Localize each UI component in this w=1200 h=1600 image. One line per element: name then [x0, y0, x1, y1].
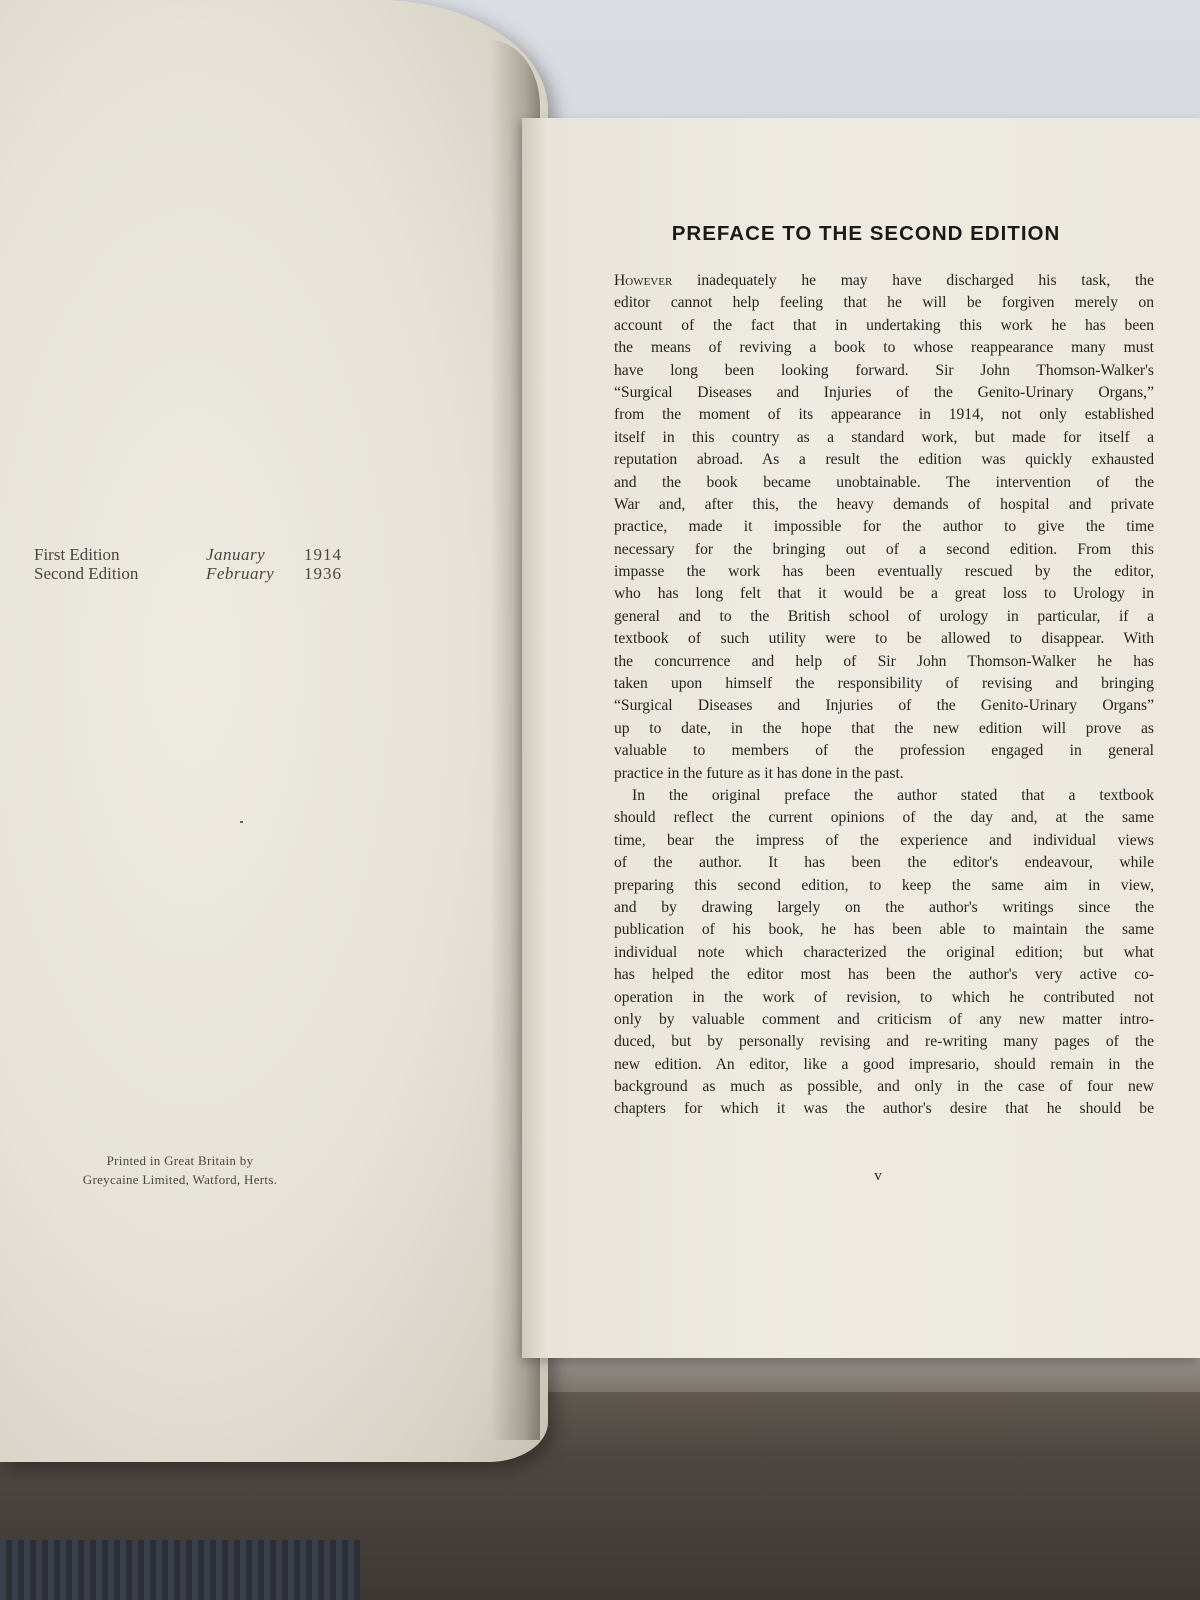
edition-year: 1936 — [304, 564, 342, 583]
text-line: individual note which characterized the original edition; but what — [614, 943, 1154, 961]
text-line: reputation abroad. As a result the edition was quickly exhausted — [614, 451, 1154, 469]
printer-line: Greycaine Limited, Watford, Herts. — [82, 1172, 278, 1187]
text-line: time, bear the impress of the experience and individual views — [614, 831, 1154, 849]
text-line: the concurrence and help of Sir John Thomson-Walker he has — [614, 652, 1154, 670]
text-line: of the author. It has been the editor's endeavour, while — [614, 854, 1154, 872]
text-line-rest: inadequately he may have discharged his task, the — [672, 272, 1154, 289]
printer-line: Printed in Great Britain by — [106, 1153, 254, 1168]
text-line: “Surgical Diseases and Injuries of the Genito-Urinary Organs” — [614, 697, 1154, 715]
edition-label: Second Edition — [34, 564, 139, 583]
edition-row — [34, 564, 354, 583]
text-line: operation in the work of revision, to which he contributed not — [614, 988, 1154, 1006]
text-line: valuable to members of the profession engaged in general — [614, 742, 1154, 760]
text-line: editor cannot help feeling that he will be forgiven merely on — [614, 294, 1154, 312]
text-line: textbook of such utility were to be allowed to disappear. With — [614, 630, 1154, 648]
preface-title: PREFACE TO THE SECOND EDITION — [671, 222, 1061, 245]
text-line: up to date, in the hope that the new edition will prove as — [614, 719, 1154, 737]
text-line: In the original preface the author stated that a textbook — [632, 786, 1154, 804]
text-line: duced, but by personally revising and re-writing many pages of the — [614, 1033, 1154, 1051]
text-line — [614, 270, 1154, 292]
edition-history — [34, 545, 354, 583]
page-number: v — [874, 1168, 882, 1184]
text-line: from the moment of its appearance in 1914, not only established — [614, 406, 1154, 424]
text-line: general and to the British school of urology in particular, if a — [614, 607, 1154, 625]
text-line: and the book became unobtainable. The intervention of the — [614, 473, 1154, 491]
text-line: preparing this second edition, to keep the same aim in view, — [614, 876, 1154, 894]
printer-imprint — [40, 1151, 320, 1189]
text-line: should reflect the current opinions of the day and, at the same — [614, 809, 1154, 827]
edition-year: 1914 — [304, 545, 342, 564]
text-line: practice, made it impossible for the author to give the time — [614, 518, 1154, 536]
text-line: only by valuable comment and criticism of any new matter intro- — [614, 1010, 1154, 1028]
text-line: and by drawing largely on the author's writings since the — [614, 898, 1154, 916]
text-line: account of the fact that in undertaking this work he has been — [614, 316, 1154, 334]
edition-month: February — [206, 564, 275, 583]
text-line: necessary for the bringing out of a second edition. From this — [614, 540, 1154, 558]
text-line: new edition. An editor, like a good impresario, should remain in the — [614, 1055, 1154, 1073]
lead-word: However — [614, 272, 673, 289]
text-line: background as much as possible, and only in the case of four new — [614, 1078, 1154, 1096]
text-line: the means of reviving a book to whose reappearance many must — [614, 339, 1154, 357]
cloth — [0, 1540, 360, 1600]
preface-body — [614, 270, 1154, 1121]
text-line: chapters for which it was the author's desire that he should be — [614, 1100, 1154, 1118]
edition-label: First Edition — [34, 545, 120, 564]
text-line: who has long felt that it would be a great loss to Urology in — [614, 585, 1154, 603]
edition-month: January — [206, 545, 266, 564]
text-line: have long been looking forward. Sir John Thomson-Walker's — [614, 361, 1154, 379]
text-line: “Surgical Diseases and Injuries of the Genito-Urinary Organs,” — [614, 383, 1154, 401]
text-line: War and, after this, the heavy demands of hospital and private — [614, 495, 1154, 513]
text-line: publication of his book, he has been able to maintain the same — [614, 921, 1154, 939]
text-line: itself in this country as a standard work, but made for itself a — [614, 428, 1154, 446]
text-line: impasse the work has been eventually rescued by the editor, — [614, 563, 1154, 581]
text-line: has helped the editor most has been the author's very active co- — [614, 966, 1154, 984]
text-line: practice in the future as it has done in the past. — [614, 764, 904, 782]
edition-row — [34, 545, 354, 564]
page-speck — [240, 821, 243, 823]
text-line: taken upon himself the responsibility of revising and bringing — [614, 675, 1154, 693]
book-cover-edge — [500, 1352, 1200, 1392]
left-page — [0, 0, 548, 1462]
